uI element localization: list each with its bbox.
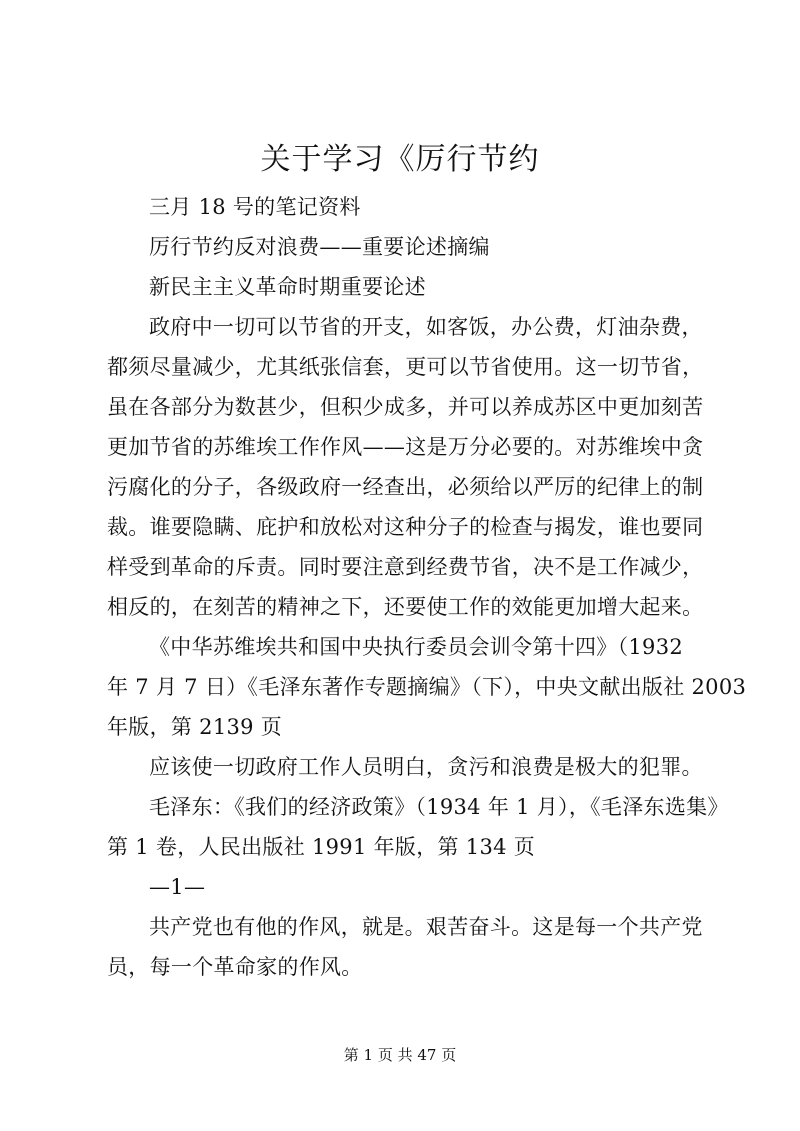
paragraph-line: 相反的，在刻苦的精神之下，还要使工作的效能更加增大起来。 [107,595,704,619]
paragraph-line: 员，每一个革命家的作风。 [107,955,363,979]
citation-line: 《中华苏维埃共和国中央执行委员会训令第十四》（1932 [149,635,684,659]
citation-line: 年版，第 2139 页 [107,715,283,739]
paragraph-line: 共产党也有他的作风，就是。艰苦奋斗。这是每一个共产党 [149,915,703,939]
document-title: 关于学习《厉行节约 [260,142,540,177]
paragraph-line: 虽在各部分为数甚少，但积少成多，并可以养成苏区中更加刻苦 [107,395,704,419]
subtitle-topic: 厉行节约反对浪费——重要论述摘编 [149,235,490,259]
paragraph-2: 应该使一切政府工作人员明白，贪污和浪费是极大的犯罪。 [149,755,703,779]
citation-line: 毛泽东：《我们的经济政策》（1934 年 1 月），《毛泽东选集》 [149,795,729,819]
paragraph-line: 样受到革命的斥责。同时要注意到经费节省，决不是工作减少， [107,555,704,579]
citation-line: 年 7 月 7 日）《毛泽东著作专题摘编》（下），中央文献出版社 2003 [107,675,747,699]
page-footer: 第 1 页 共 47 页 [343,1046,457,1064]
subtitle-date: 三月 18 号的笔记资料 [149,195,361,219]
citation-line: 第 1 卷，人民出版社 1991 年版，第 134 页 [107,835,536,859]
paragraph-line: 政府中一切可以节省的开支，如客饭，办公费，灯油杂费， [149,315,703,339]
section-heading: 新民主主义革命时期重要论述 [149,275,426,299]
paragraph-line: 污腐化的分子，各级政府一经查出，必须给以严厉的纪律上的制 [107,475,704,499]
paragraph-line: 都须尽量减少，尤其纸张信套，更可以节省使用。这一切节省， [107,355,704,379]
page-marker: —1— [149,875,206,899]
paragraph-line: 更加节省的苏维埃工作作风——这是万分必要的。对苏维埃中贪 [107,435,704,459]
paragraph-line: 裁。谁要隐瞒、庇护和放松对这种分子的检查与揭发，谁也要同 [107,515,704,539]
